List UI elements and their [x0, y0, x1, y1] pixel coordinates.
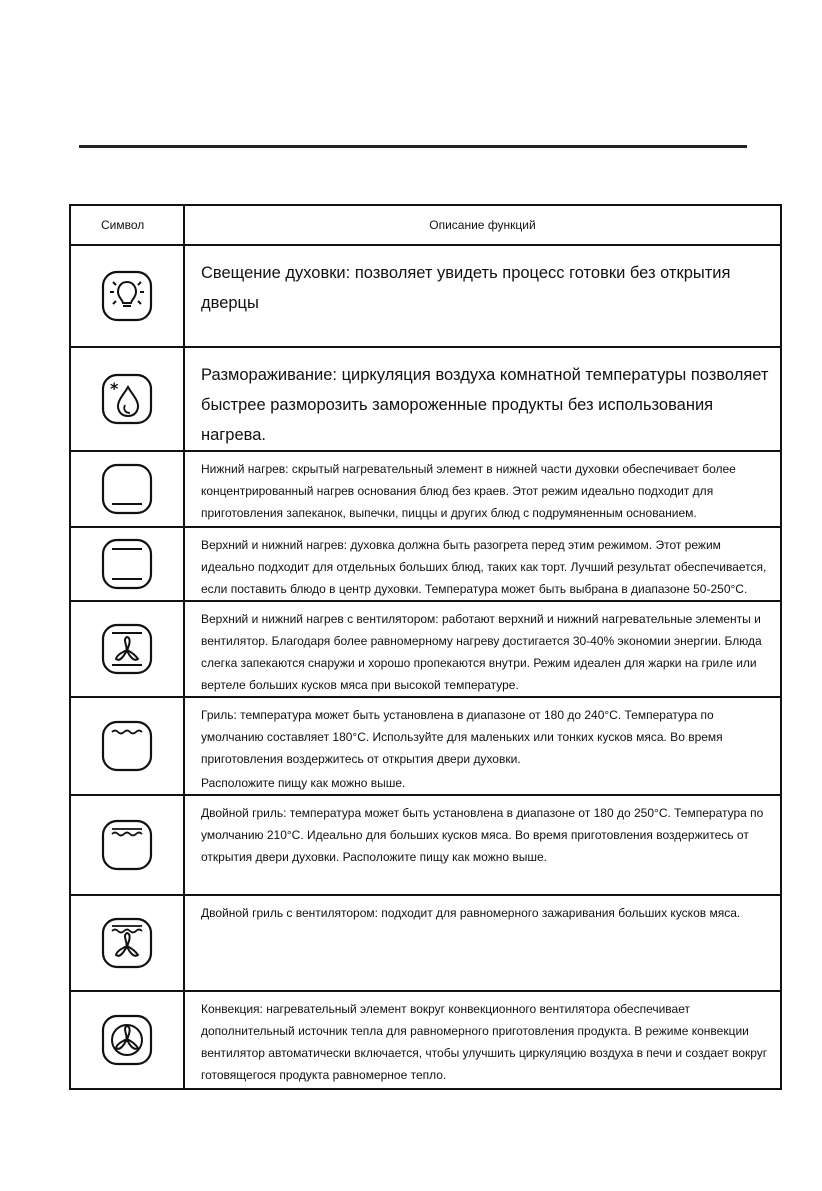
table-row: [70, 991, 781, 1089]
table-row: [70, 451, 781, 527]
table-row: [70, 601, 781, 697]
table-row: [70, 347, 781, 451]
symbol-cell: [70, 895, 184, 991]
description-cell: [184, 245, 781, 347]
row-text: Гриль: температура может быть установлена в диапазоне от 180 до 240°С. Температура по умолчанию составляет 180°С. Используйте для маленьких или тонких кусков мяса. Во время приготовления воздержитесь от открытия двери духовки.: [201, 708, 723, 766]
symbol-cell: [70, 245, 184, 347]
table-row: [70, 245, 781, 347]
row-text-extra: Расположите пищу как можно выше.: [201, 776, 406, 790]
top-bottom-fan-icon: [101, 623, 153, 675]
header-symbol: Символ: [70, 205, 184, 245]
defrost-icon: [101, 373, 153, 425]
svg-text:*: *: [110, 379, 119, 398]
description-cell: [184, 895, 781, 991]
header-rule: [79, 145, 747, 148]
grill-icon: [101, 720, 153, 772]
convection-icon: [101, 1014, 153, 1066]
symbol-cell: [70, 991, 184, 1089]
row-text: Свещение духовки: позволяет увидеть процесс готовки без открытия дверцы: [201, 264, 731, 312]
description-cell: [184, 795, 781, 895]
symbol-cell: [70, 347, 184, 451]
double-grill-icon: [101, 819, 153, 871]
row-text: Верхний и нижний нагрев с вентилятором: работают верхний и нижний нагревательные элементы и вентилятор. Благодаря более равномерному нагреву достигается 30-40% экономии энергии. Блюда слегка запекаются снаружи и хорошо пропекаются внутри. Режим идеален для жарки на гриле или вертеле больших кусков мяса при высокой температуре.: [201, 612, 762, 692]
symbol-cell: [70, 451, 184, 527]
description-cell: [184, 451, 781, 527]
table-row: [70, 895, 781, 991]
description-cell: [184, 527, 781, 601]
symbol-cell: [70, 601, 184, 697]
row-text: Двойной гриль: температура может быть установлена в диапазоне от 180 до 250°С. Температура по умолчанию 210°С. Идеально для больших кусков мяса. Во время приготовления воздержитесь от открытия двери духовки. Расположите пищу как можно выше.: [201, 806, 764, 864]
table-row: [70, 697, 781, 795]
top-bottom-heat-icon: [101, 538, 153, 590]
header-description: Описание функций: [184, 205, 781, 245]
symbol-cell: [70, 697, 184, 795]
description-cell: [184, 697, 781, 795]
description-cell: [184, 347, 781, 451]
row-text: Нижний нагрев: скрытый нагревательный элемент в нижней части духовки обеспечивает более концентрированный нагрев основания блюд без краев. Этот режим идеально подходит для приготовления запеканок, выпечки, пиццы и других блюд с подрумяненным основанием.: [201, 462, 736, 520]
symbol-cell: [70, 795, 184, 895]
table-header-row: [70, 205, 781, 245]
table-row: [70, 795, 781, 895]
description-cell: [184, 991, 781, 1089]
table-row: [70, 527, 781, 601]
bottom-heat-icon: [101, 463, 153, 515]
symbol-cell: [70, 527, 184, 601]
row-text: Конвекция: нагревательный элемент вокруг конвекционного вентилятора обеспечивает дополнительный источник тепла для равномерного приготовления продукта. В режиме конвекции вентилятор автоматически включается, чтобы улучшить циркуляцию воздуха в печи и создает вокруг готовящегося продукта равномерное тепло.: [201, 1002, 768, 1082]
row-text: Двойной гриль с вентилятором: подходит для равномерного зажаривания больших кусков мяса.: [201, 906, 741, 920]
double-grill-fan-icon: [101, 917, 153, 969]
oven-light-icon: [101, 270, 153, 322]
functions-table: [69, 204, 782, 1090]
description-cell: [184, 601, 781, 697]
row-text: Размораживание: циркуляция воздуха комнатной температуры позволяет быстрее разморозить замороженные продукты без использования нагрева.: [201, 366, 769, 444]
row-text: Верхний и нижний нагрев: духовка должна быть разогрета перед этим режимом. Этот режим идеально подходит для отдельных больших блюд, таких как торт. Лучший результат обеспечивается, если поставить блюдо в центр духовки. Температура может быть выбрана в диапазоне 50-250°С.: [201, 538, 767, 596]
